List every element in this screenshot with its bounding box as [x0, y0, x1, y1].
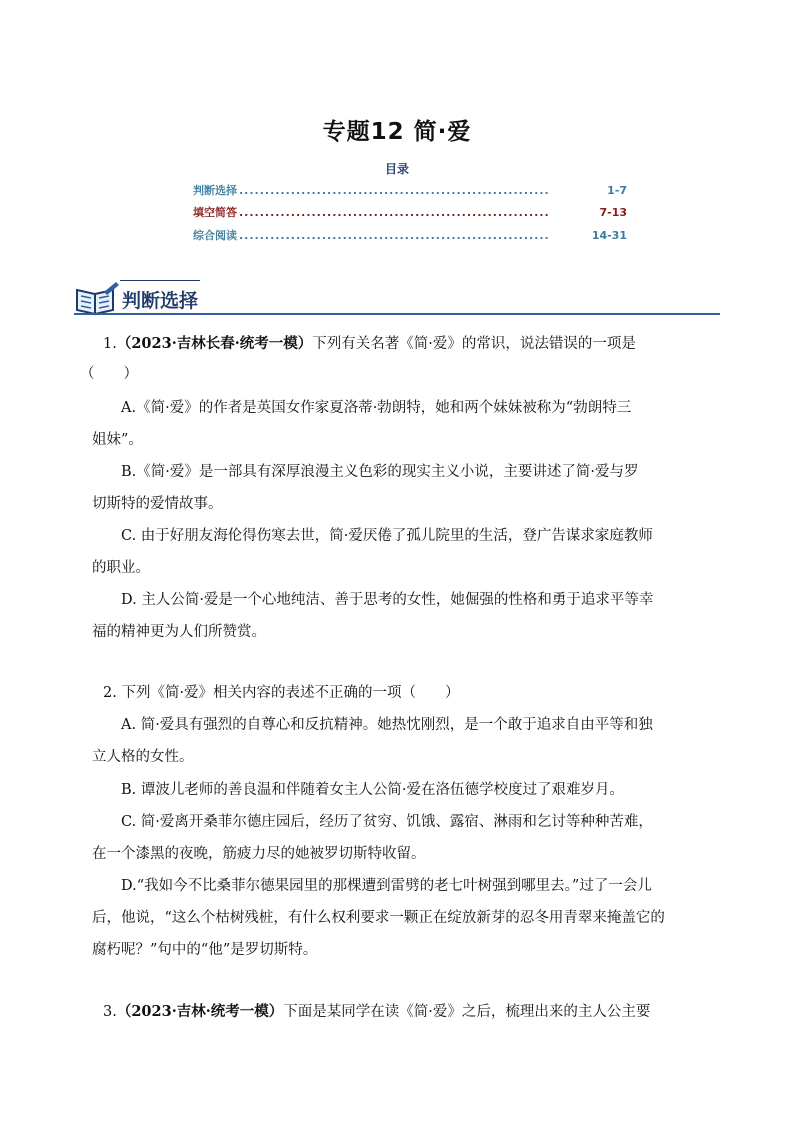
question-source: （2023·吉林·统考一模） [116, 1003, 284, 1020]
toc-item-judgement[interactable] [193, 182, 627, 198]
toc-page: 1-7 [607, 184, 627, 197]
option-d-cont: 后，他说，“这么个枯树残桩，有什么权利要求一颗正在绽放新芽的忍冬用青翠来掩盖它的 [92, 910, 665, 926]
question-text: 下面是某同学在读《简·爱》之后，梳理出来的主人公主要 [283, 1004, 651, 1020]
toc-page: 14-31 [591, 229, 627, 242]
toc-dots: ............................................................ [239, 206, 550, 219]
toc-item-label: 综合阅读 [193, 229, 237, 242]
toc-dots: ............................................................ [239, 229, 550, 242]
toc-item-label: 判断选择 [193, 184, 237, 197]
option-c-cont: 在一个漆黑的夜晚，筋疲力尽的她被罗切斯特收留。 [92, 846, 426, 862]
option-c: C. 简·爱离开桑菲尔德庄园后，经历了贫穷、饥饿、露宿、淋雨和乞讨等种种苦难， [121, 814, 653, 830]
answer-paren: （ ） [80, 366, 138, 382]
option-a: A. 简·爱具有强烈的自尊心和反抗精神。她热忱刚烈，是一个敢于追求自由平等和独 [121, 717, 653, 733]
question-source: （2023·吉林长春·统考一模） [116, 335, 313, 352]
section-top-rule [120, 280, 200, 281]
section-title: 判断选择 [122, 290, 199, 312]
option-d: D.“我如今不比桑菲尔德果园里的那棵遭到雷劈的老七叶树强到哪里去。”过了一会儿 [121, 878, 652, 894]
option-c: C. 由于好朋友海伦得伤寒去世，简·爱厌倦了孤儿院里的生活，登广告谋求家庭教师 [121, 528, 653, 544]
section-rule [74, 313, 720, 315]
toc-item-reading[interactable] [193, 227, 627, 243]
option-d-cont: 福的精神更为人们所赞赏。 [92, 624, 266, 640]
option-d: D. 主人公简·爱是一个心地纯洁、善于思考的女性，她倔强的性格和勇于追求平等幸 [121, 592, 654, 608]
option-b-cont: 切斯特的爱情故事。 [92, 496, 223, 512]
option-a-cont: 姐妹”。 [92, 432, 143, 448]
question-text: 下列有关名著《简·爱》的常识，说法错误的一项是 [312, 336, 636, 352]
toc-item-label: 填空简答 [193, 206, 237, 219]
page-title: 专题12 简·爱 [322, 119, 472, 145]
option-a: A.《简·爱》的作者是英国女作家夏洛蒂·勃朗特，她和两个妹妹被称为“勃朗特三 [121, 400, 632, 416]
question-number: 1. [103, 336, 117, 352]
toc-page: 7-13 [599, 206, 627, 219]
option-a-cont: 立人格的女性。 [92, 749, 194, 765]
option-c-cont: 的职业。 [92, 560, 150, 576]
book-icon [74, 280, 120, 316]
option-b: B. 谭波儿老师的善良温和伴随着女主人公简·爱在洛伍德学校度过了艰难岁月。 [121, 782, 624, 798]
question-1-stem [103, 335, 636, 353]
option-b: B.《简·爱》是一部具有深厚浪漫主义色彩的现实主义小说，主要讲述了简·爱与罗 [121, 464, 639, 480]
question-3-stem [103, 1003, 650, 1021]
option-d-cont2: 腐朽呢？”句中的“他”是罗切斯特。 [92, 942, 318, 958]
question-2-stem: 2. 下列《简·爱》相关内容的表述不正确的一项（ ） [103, 685, 460, 701]
toc-heading: 目录 [384, 162, 409, 176]
toc-dots: ............................................................ [239, 184, 550, 197]
question-number: 3. [103, 1004, 117, 1020]
toc-item-fill-blank[interactable] [193, 204, 627, 220]
